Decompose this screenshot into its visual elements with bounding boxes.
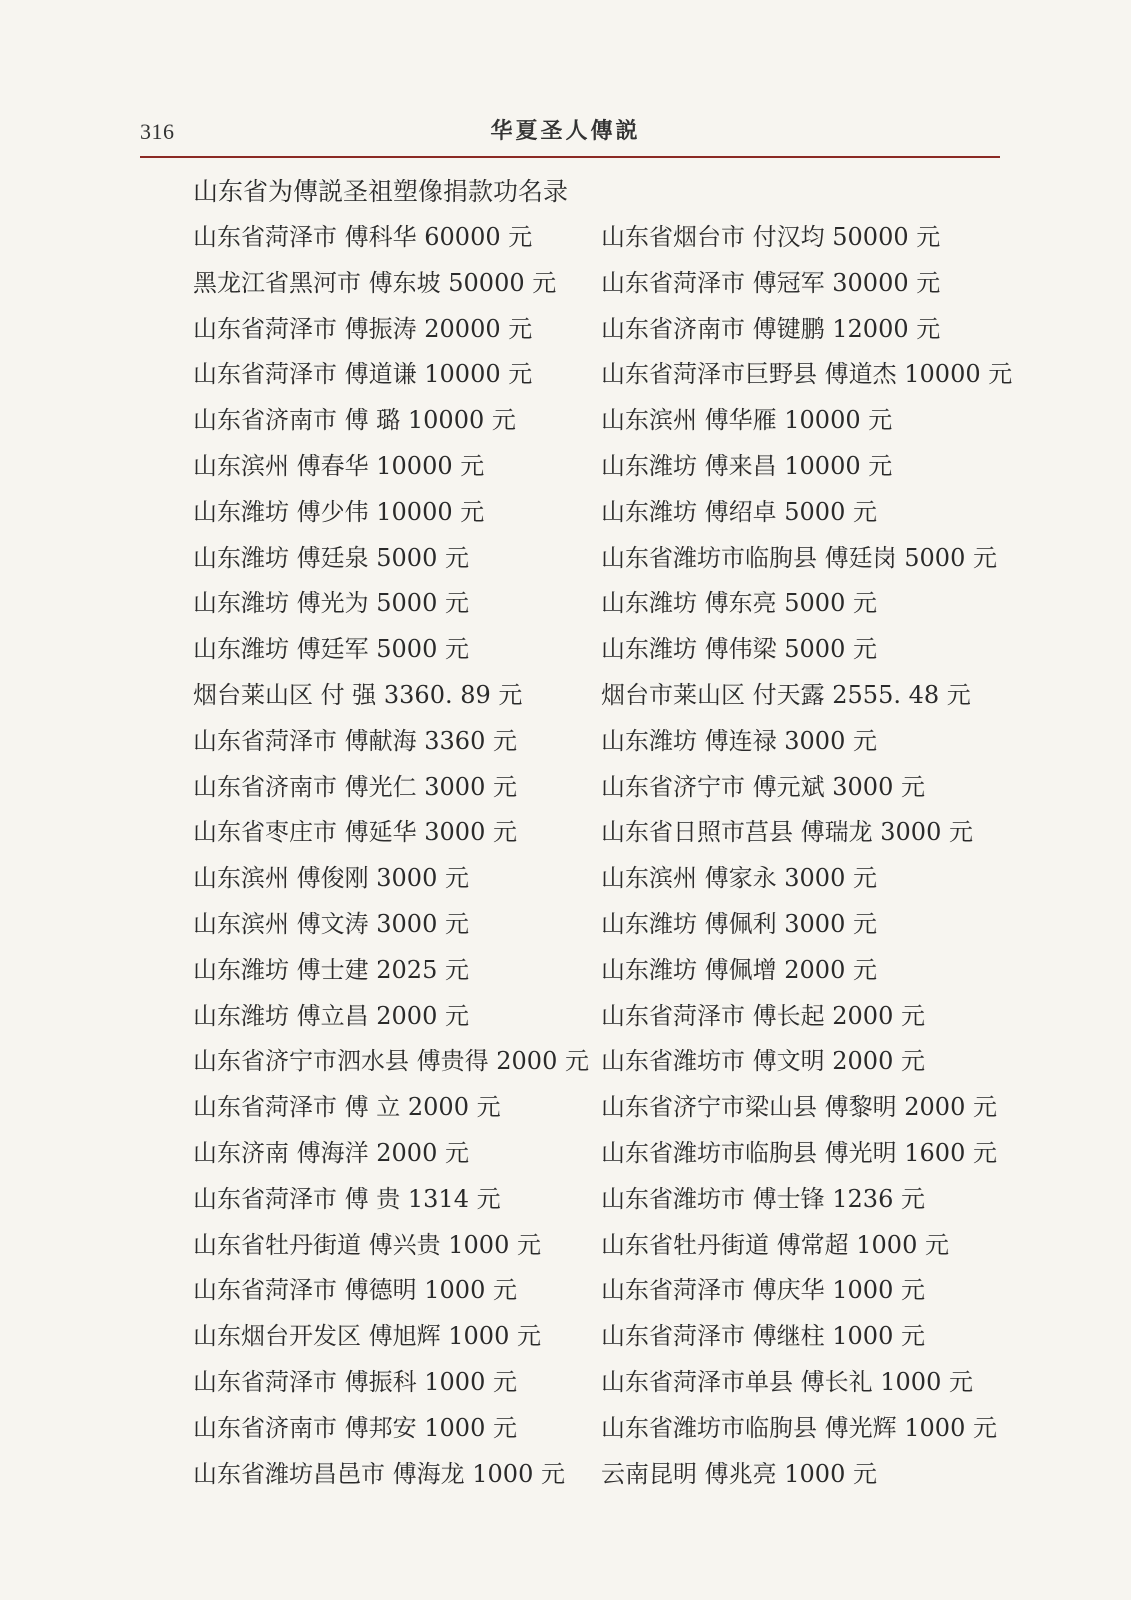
donor-row	[193, 773, 1013, 819]
donor-entry-left: 山东省济南市 傅光仁 3000 元	[193, 772, 517, 801]
page-number: 316	[140, 119, 175, 144]
donor-entry-left: 山东省菏泽市 傅 贵 1314 元	[193, 1184, 501, 1213]
donor-entry-right: 山东省菏泽市巨野县 傅道杰 10000 元	[601, 360, 1013, 389]
donor-entry-left: 烟台莱山区 付 强 3360. 89 元	[193, 680, 523, 709]
donor-row	[193, 315, 1013, 361]
donor-row	[193, 452, 1013, 498]
donor-row	[193, 269, 1013, 315]
donor-entry-left: 山东潍坊 傅士建 2025 元	[193, 955, 469, 984]
donor-entry-right: 山东省潍坊市临朐县 傅廷岗 5000 元	[601, 543, 997, 572]
donor-row	[193, 1139, 1013, 1185]
donor-row	[193, 498, 1013, 544]
donor-entry-left: 山东省菏泽市 傅德明 1000 元	[193, 1276, 517, 1305]
donor-row	[193, 589, 1013, 635]
donor-row	[193, 360, 1013, 406]
donor-entry-left: 山东省济南市 傅 璐 10000 元	[193, 406, 516, 435]
donor-entry-left: 山东潍坊 傅廷军 5000 元	[193, 635, 469, 664]
donor-entry-right: 山东省菏泽市单县 傅长礼 1000 元	[601, 1367, 973, 1396]
donor-entry-right: 山东潍坊 傅绍卓 5000 元	[601, 497, 877, 526]
donor-entry-right: 山东省济宁市梁山县 傅黎明 2000 元	[601, 1093, 997, 1122]
donor-entry-right: 山东滨州 傅华雁 10000 元	[601, 406, 893, 435]
donor-row	[193, 635, 1013, 681]
donor-entry-right: 烟台市莱山区 付天露 2555. 48 元	[601, 680, 971, 709]
donor-entry-right: 山东潍坊 傅东亮 5000 元	[601, 589, 877, 618]
donor-row	[193, 864, 1013, 910]
donor-entry-left: 山东潍坊 傅廷泉 5000 元	[193, 543, 469, 572]
donor-row	[193, 1002, 1013, 1048]
donor-entry-left: 山东潍坊 傅少伟 10000 元	[193, 497, 485, 526]
donor-entry-right: 山东滨州 傅家永 3000 元	[601, 864, 877, 893]
donor-entry-right: 山东省潍坊市 傅文明 2000 元	[601, 1047, 925, 1076]
donor-row	[193, 1460, 1013, 1506]
donor-entry-left: 山东滨州 傅文涛 3000 元	[193, 909, 469, 938]
donor-entry-right: 山东潍坊 傅佩增 2000 元	[601, 955, 877, 984]
donor-entry-left: 山东省菏泽市 傅道谦 10000 元	[193, 360, 533, 389]
donor-entry-right: 山东省潍坊市 傅士锋 1236 元	[601, 1184, 925, 1213]
donor-entry-left: 山东省菏泽市 傅振科 1000 元	[193, 1367, 517, 1396]
donor-entry-left: 山东烟台开发区 傅旭辉 1000 元	[193, 1322, 541, 1351]
donor-row	[193, 223, 1013, 269]
donor-entry-right: 山东省济南市 傅键鹏 12000 元	[601, 314, 941, 343]
donor-entry-right: 山东省菏泽市 傅庆华 1000 元	[601, 1276, 925, 1305]
donor-entry-right: 山东省潍坊市临朐县 傅光明 1600 元	[601, 1138, 997, 1167]
donor-entry-left: 山东省潍坊昌邑市 傅海龙 1000 元	[193, 1459, 565, 1488]
donor-entry-left: 山东省济宁市泗水县 傅贵得 2000 元	[193, 1047, 589, 1076]
donor-row	[193, 1414, 1013, 1460]
donor-entry-right: 山东省菏泽市 傅冠军 30000 元	[601, 268, 941, 297]
donor-row	[193, 1093, 1013, 1139]
donor-entry-left: 山东济南 傅海洋 2000 元	[193, 1138, 469, 1167]
donor-row	[193, 910, 1013, 956]
donor-entry-left: 山东潍坊 傅立昌 2000 元	[193, 1001, 469, 1030]
donor-row	[193, 406, 1013, 452]
donor-entry-right: 山东省潍坊市临朐县 傅光辉 1000 元	[601, 1413, 997, 1442]
donor-row	[193, 1322, 1013, 1368]
header-rule	[140, 156, 1000, 158]
donor-entry-right: 山东省菏泽市 傅继柱 1000 元	[601, 1322, 925, 1351]
donor-entry-right: 山东省济宁市 傅元斌 3000 元	[601, 772, 925, 801]
donor-row	[193, 956, 1013, 1002]
donor-entry-right: 山东潍坊 傅伟梁 5000 元	[601, 635, 877, 664]
donor-entry-left: 山东潍坊 傅光为 5000 元	[193, 589, 469, 618]
donor-entry-left: 山东省菏泽市 傅科华 60000 元	[193, 223, 533, 251]
donor-entry-left: 山东省牡丹街道 傅兴贵 1000 元	[193, 1230, 541, 1259]
donor-entry-left: 山东省菏泽市 傅 立 2000 元	[193, 1093, 501, 1122]
donor-row	[193, 727, 1013, 773]
running-title: 华夏圣人傳説	[490, 118, 641, 144]
donor-list	[193, 223, 1013, 1505]
donor-entry-right: 山东潍坊 傅连禄 3000 元	[601, 726, 877, 755]
donor-entry-right: 云南昆明 傅兆亮 1000 元	[601, 1459, 877, 1488]
donor-entry-left: 山东滨州 傅俊刚 3000 元	[193, 864, 469, 893]
donor-row	[193, 1276, 1013, 1322]
donor-entry-left: 山东省菏泽市 傅振涛 20000 元	[193, 314, 533, 343]
donor-entry-right: 山东省牡丹街道 傅常超 1000 元	[601, 1230, 949, 1259]
section-heading: 山东省为傳説圣祖塑像捐款功名录	[193, 177, 569, 206]
donor-entry-left: 山东滨州 傅春华 10000 元	[193, 451, 485, 480]
donor-entry-right: 山东潍坊 傅来昌 10000 元	[601, 451, 893, 480]
donor-entry-right: 山东省菏泽市 傅长起 2000 元	[601, 1001, 925, 1030]
donor-row	[193, 681, 1013, 727]
donor-entry-right: 山东潍坊 傅佩利 3000 元	[601, 909, 877, 938]
donor-row	[193, 1231, 1013, 1277]
donor-entry-left: 山东省菏泽市 傅献海 3360 元	[193, 726, 517, 755]
donor-entry-left: 黑龙江省黑河市 傅东坡 50000 元	[193, 268, 557, 297]
donor-row	[193, 818, 1013, 864]
donor-entry-right: 山东省烟台市 付汉均 50000 元	[601, 223, 941, 251]
donor-row	[193, 1047, 1013, 1093]
donor-row	[193, 1368, 1013, 1414]
donor-entry-right: 山东省日照市莒县 傅瑞龙 3000 元	[601, 818, 973, 847]
donor-row	[193, 544, 1013, 590]
donor-entry-left: 山东省济南市 傅邦安 1000 元	[193, 1413, 517, 1442]
donor-entry-left: 山东省枣庄市 傅延华 3000 元	[193, 818, 517, 847]
donor-row	[193, 1185, 1013, 1231]
